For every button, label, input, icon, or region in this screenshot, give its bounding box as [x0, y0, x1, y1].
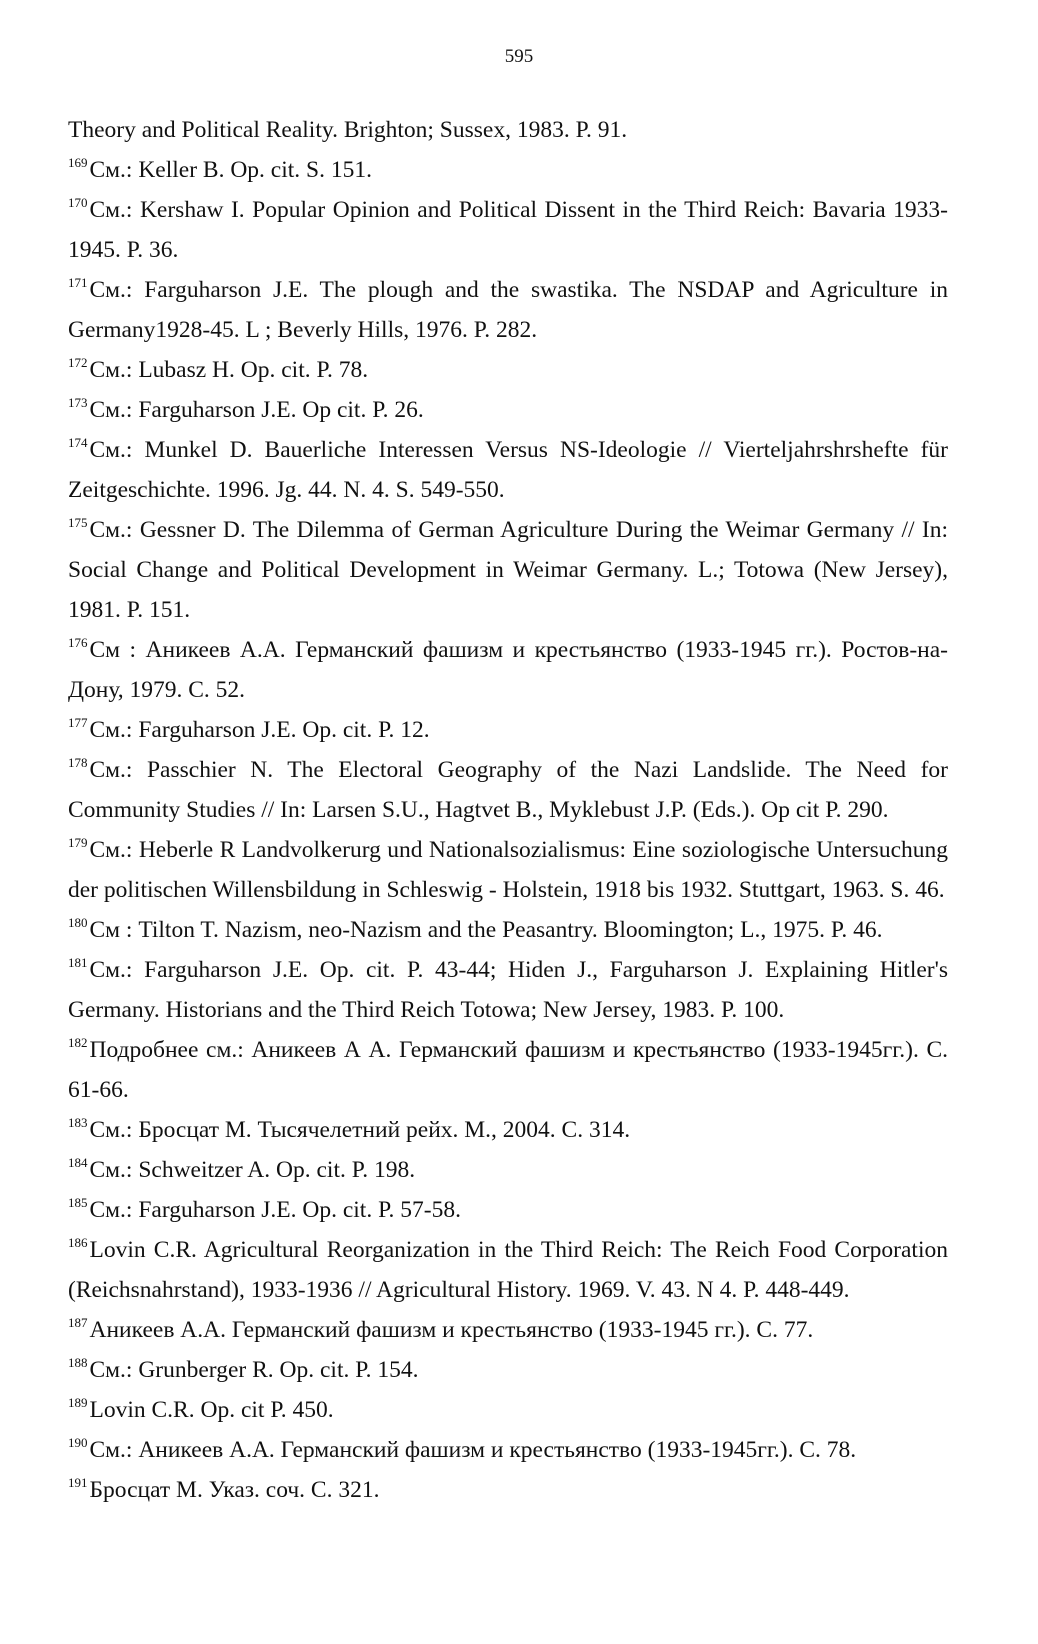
footnote-text: См.: Heberle R Landvolkerurg und Nationalsozialismus: Eine soziologische Untersuchung der politischen Willensbildung in Schleswig - Holstein, 1918 bis 1932. Stuttgart, 1963. S. 46.	[68, 837, 948, 903]
footnote-text: Аникеев А.А. Германский фашизм и крестьянство (1933-1945 гг.). С. 77.	[89, 1317, 814, 1343]
footnote-184	[68, 1150, 948, 1190]
footnote-text: См.: Passchier N. The Electoral Geography of the Nazi Landslide. The Need for Community Studies // In: Larsen S.U., Hagtvet B., Myklebust J.P. (Eds.). Op cit P. 290.	[68, 757, 948, 823]
footnote-181	[68, 950, 948, 1030]
footnote-number: 179	[68, 835, 88, 850]
footnote-number: 183	[68, 1115, 88, 1130]
footnote-190	[68, 1430, 948, 1470]
footnote-text: См.: Grunberger R. Op. cit. P. 154.	[89, 1357, 419, 1383]
footnote-171	[68, 270, 948, 350]
footnote-number: 172	[68, 355, 88, 370]
footnote-number: 188	[68, 1355, 88, 1370]
footnote-text: См : Аникеев А.А. Германский фашизм и крестьянство (1933-1945 гг.). Ростов-на-Дону, 1979. С. 52.	[68, 637, 948, 703]
footnote-text: См.: Munkel D. Bauerliche Interessen Versus NS-Ideologie // Vierteljahrshrshefte für Zeitgeschichte. 1996. Jg. 44. N. 4. S. 549-550.	[68, 437, 948, 503]
footnote-177	[68, 710, 948, 750]
footnote-189	[68, 1390, 948, 1430]
footnote-text: Подробнее см.: Аникеев А А. Германский фашизм и крестьянство (1933-1945гг.). С. 61-66.	[68, 1037, 948, 1103]
footnote-185	[68, 1190, 948, 1230]
footnote-number: 178	[68, 755, 88, 770]
page-number: 595	[504, 46, 534, 67]
footnote-188	[68, 1350, 948, 1390]
footnote-continuation	[68, 110, 948, 150]
footnote-text: См.: Keller B. Op. cit. S. 151.	[89, 157, 372, 183]
footnote-text: См.: Gessner D. The Dilemma of German Agriculture During the Weimar Germany // In: Social Change and Political Development in Weimar Germany. L.; Totowa (New Jersey), 1981. P. 151.	[68, 517, 948, 623]
footnote-number: 174	[68, 435, 88, 450]
footnote-text: Lovin C.R. Agricultural Reorganization in the Third Reich: The Reich Food Corporation (Reichsnahrstand), 1933-1936 // Agricultural History. 1969. V. 43. N 4. P. 448-449.	[68, 1237, 948, 1303]
footnote-number: 185	[68, 1195, 88, 1210]
footnote-number: 184	[68, 1155, 88, 1170]
footnote-169	[68, 150, 948, 190]
footnote-187	[68, 1310, 948, 1350]
footnote-178	[68, 750, 948, 830]
footnote-175	[68, 510, 948, 630]
footnote-number: 182	[68, 1035, 88, 1050]
footnote-170	[68, 190, 948, 270]
footnote-text: См.: Farguharson J.E. The plough and the swastika. The NSDAP and Agriculture in Germany1928-45. L ; Beverly Hills, 1976. P. 282.	[68, 277, 948, 343]
footnote-number: 175	[68, 515, 88, 530]
footnote-186	[68, 1230, 948, 1310]
footnote-number: 177	[68, 715, 88, 730]
footnote-number: 189	[68, 1395, 88, 1410]
footnote-text: Бросцат М. Указ. соч. С. 321.	[89, 1477, 380, 1503]
footnote-number: 190	[68, 1435, 88, 1450]
footnote-text: См.: Farguharson J.E. Op. cit. P. 12.	[89, 717, 430, 743]
footnote-179	[68, 830, 948, 910]
footnote-number: 176	[68, 635, 88, 650]
footnote-text: См : Tilton T. Nazism, neo-Nazism and the Peasantry. Bloomington; L., 1975. P. 46.	[89, 917, 883, 943]
footnote-number: 180	[68, 915, 88, 930]
footnote-172	[68, 350, 948, 390]
footnote-number: 173	[68, 395, 88, 410]
footnote-number: 171	[68, 275, 88, 290]
footnotes-list	[68, 110, 948, 1510]
footnote-text: См.: Schweitzer A. Op. cit. P. 198.	[89, 1157, 416, 1183]
footnote-text: См.: Аникеев А.А. Германский фашизм и крестьянство (1933-1945гг.). С. 78.	[89, 1437, 857, 1463]
footnote-number: 186	[68, 1235, 88, 1250]
footnote-174	[68, 430, 948, 510]
footnote-number: 187	[68, 1315, 88, 1330]
footnote-text: См.: Farguharson J.E. Op. cit. P. 43-44; Hiden J., Farguharson J. Explaining Hitler's Germany. Historians and the Third Reich Totowa; New Jersey, 1983. P. 100.	[68, 957, 948, 1023]
footnote-number: 169	[68, 155, 88, 170]
footnote-text: Lovin C.R. Op. cit P. 450.	[89, 1397, 334, 1423]
footnote-text: См.: Farguharson J.E. Op. cit. P. 57-58.	[89, 1197, 462, 1223]
footnote-176	[68, 630, 948, 710]
footnote-191	[68, 1470, 948, 1510]
footnote-text: См.: Farguharson J.E. Op cit. P. 26.	[89, 397, 424, 423]
footnote-number: 181	[68, 955, 88, 970]
footnote-182	[68, 1030, 948, 1110]
footnote-183	[68, 1110, 948, 1150]
footnote-number: 191	[68, 1475, 88, 1490]
footnote-text: См.: Kershaw I. Popular Opinion and Political Dissent in the Third Reich: Bavaria 1933-1945. P. 36.	[68, 197, 948, 263]
footnote-180	[68, 910, 948, 950]
footnote-text: См.: Бросцат М. Тысячелетний рейх. М., 2004. С. 314.	[89, 1117, 631, 1143]
footnote-text: Theory and Political Reality. Brighton; Sussex, 1983. P. 91.	[68, 117, 628, 143]
footnote-text: См.: Lubasz H. Op. cit. P. 78.	[89, 357, 369, 383]
footnote-173	[68, 390, 948, 430]
footnote-number: 170	[68, 195, 88, 210]
